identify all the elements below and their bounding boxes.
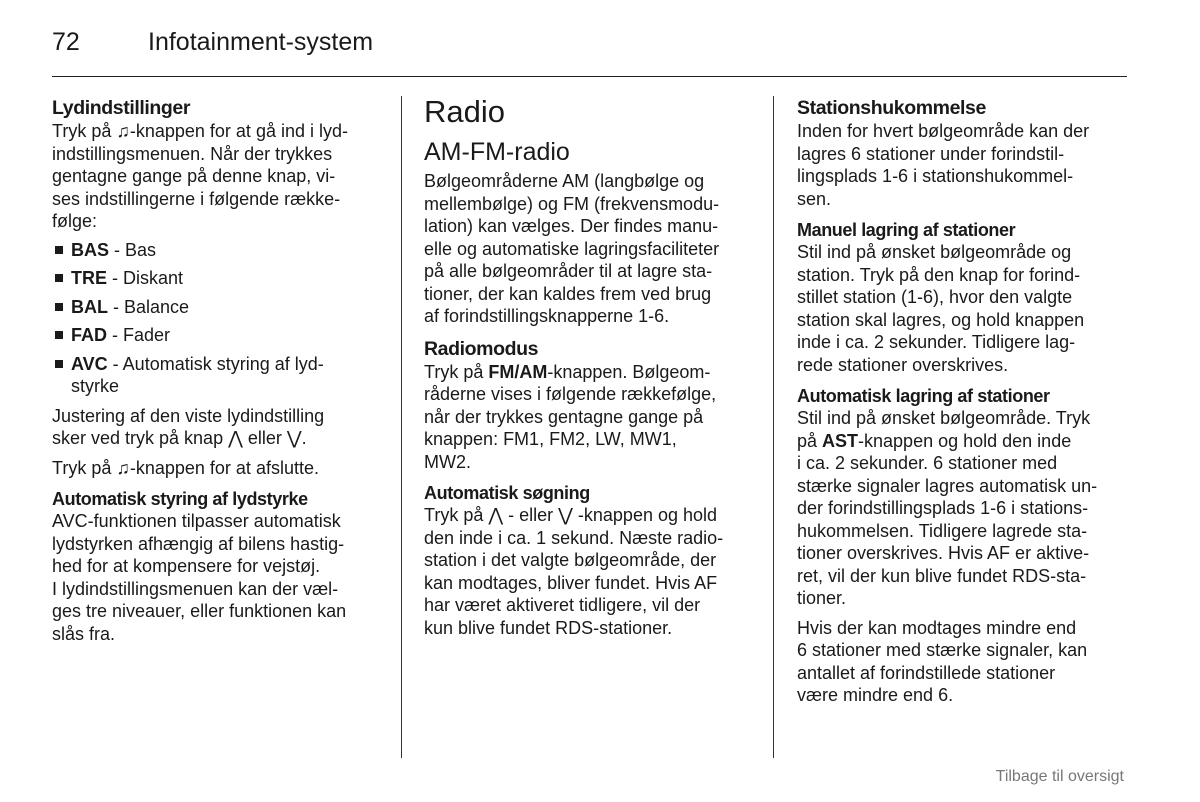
music-note-icon: ♫ [116, 457, 130, 478]
arrow-up-icon: ⋀ [488, 505, 504, 525]
list-item: AVC - Automatisk styring af lyd- styrke [52, 353, 388, 398]
paragraph-manual: Stil ind på ønsket bølgeområde og station. Tryk på den knap for forind- stillet station (1-6), hvor den valgte station skal lagres, og hold knappen inde i ca. 2 sekunder. Tidligere lag- rede stationer overskrives. [797, 242, 1085, 375]
column-middle [424, 96, 760, 639]
heading-auto-storage: Automatisk lagring af stationer [797, 386, 1050, 406]
column-right [797, 96, 1133, 707]
section-title: Infotainment-system [148, 28, 374, 56]
column-left [52, 96, 388, 645]
paragraph-mode: Tryk på FM/AM-knappen. Bølgeom- råderne vises i følgende rækkefølge, når der trykkes gentagne gange på knappen: FM1, FM2, LW, MW1, MW2. [424, 361, 717, 472]
arrow-down-icon: ⋁ [286, 428, 302, 448]
heading-auto-search: Automatisk søgning [424, 483, 590, 503]
heading-manual-storage: Manuel lagring af stationer [797, 220, 1016, 240]
paragraph-auto: Stil ind på ønsket bølgeområde. Tryk på AST-knappen og hold den inde i ca. 2 sekunder. 6 stationer med stærke signaler lagres automatisk un- der forindstillingsplads 1-6 i stations- hukommelsen. Tidligere lagrede sta- tioner overskrives. Hvis AF er aktive- ret, vil der kun blive fundet RDS-sta- tioner. [797, 408, 1098, 608]
heading-radio: Radio [424, 94, 505, 129]
heading-avc: Automatisk styring af lydstyrke [52, 489, 308, 509]
heading-radiomodus: Radiomodus [424, 337, 539, 360]
paragraph-avc: AVC-funktionen tilpasser automatisk lydstyrken afhængig af bilens hastig- hed for at kompensere for vejstøj. I lydindstillingsmenuen kan der væl- ges tre niveauer, eller funktionen kan slås fra. [52, 511, 347, 644]
list-item: BAL - Balance [52, 296, 388, 319]
music-note-icon: ♫ [116, 121, 130, 141]
paragraph-exit: Tryk på ♫-knappen for at afslutte. [52, 457, 319, 478]
paragraph-search: Tryk på ⋀ - eller ⋁ -knappen og hold den inde i ca. 1 sekund. Næste radio- station i det valgte bølgeområde, der kan modtages, bliver fundet. Hvis AF har været aktiveret tidligere, vil der kun blive fundet RDS-stationer. [424, 505, 724, 638]
list-item: TRE - Diskant [52, 267, 388, 290]
paragraph-bands: Bølgeområderne AM (langbølge og mellembølge) og FM (frekvensmodu- lation) kan vælges. Der findes manu- elle og automatiske lagringsfaciliteter på alle bølgeområder til at lagre sta- tioner, der kan kaldes frem ved brug af forindstillingsknapperne 1-6. [424, 171, 720, 326]
paragraph-memory: Inden for hvert bølgeområde kan der lagres 6 stationer under forindstil- lingsplads 1-6 i stationshukommel- sen. [797, 121, 1090, 209]
paragraph-fewer: Hvis der kan modtages mindre end 6 stationer med stærke signaler, kan antallet af forindstillede stationer være mindre end 6. [797, 617, 1088, 705]
paragraph-adjust: Justering af den viste lydindstilling sker ved tryk på knap ⋀ eller ⋁. [52, 405, 325, 448]
column-divider [401, 96, 402, 758]
list-item: FAD - Fader [52, 324, 388, 347]
back-to-overview-link[interactable]: Tilbage til oversigt [995, 768, 1124, 785]
page-header [52, 24, 1127, 77]
heading-am-fm-radio: AM-FM-radio [424, 138, 570, 166]
list-item: BAS - Bas [52, 239, 388, 262]
page-number: 72 [52, 28, 80, 56]
paragraph-intro: Tryk på ♫-knappen for at gå ind i lyd- indstillingsmenuen. Når der trykkes gentagne gange på denne knap, vi- ses indstillingerne i følgende række- følge: [52, 121, 348, 231]
column-divider [773, 96, 774, 758]
heading-lydindstillinger: Lydindstillinger [52, 97, 191, 119]
arrow-up-icon: ⋀ [228, 428, 243, 448]
arrow-down-icon: ⋁ [558, 505, 573, 525]
heading-station-memory: Stationshukommelse [797, 97, 986, 119]
settings-list [52, 239, 388, 398]
